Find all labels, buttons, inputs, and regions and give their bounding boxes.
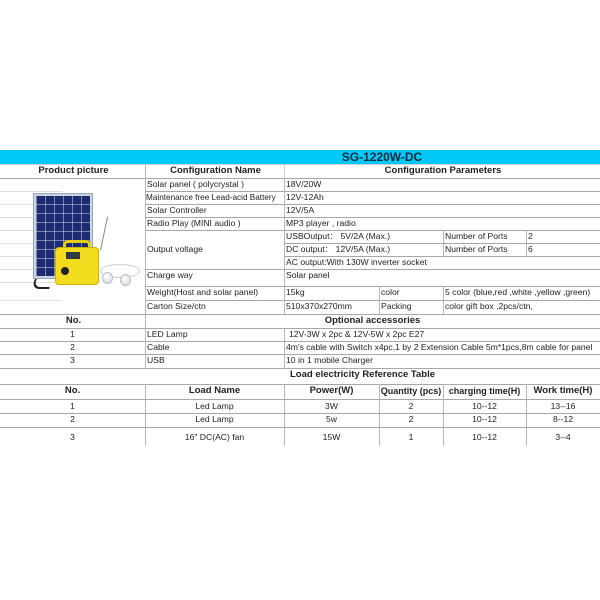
dc-ports-count: 6 [528,244,533,254]
usb-ports-label: Number of Ports [445,231,508,241]
config-name: Maintenance free Lead-acid Battery [146,193,276,202]
charging-cable-image [31,279,53,289]
config-value: 12V/5A [286,205,315,215]
load-work-time: 3--4 [555,432,571,442]
accessory-desc: 10 in 1 mobile Charger [286,355,373,365]
usb-ports-count: 2 [528,231,533,241]
config-name: Solar Controller [147,205,207,215]
load-header-name: Load Name [188,385,241,396]
dc-ports-label: Number of Ports [445,244,508,254]
header-configuration-parameters: Configuration Parameters [384,165,502,176]
antenna-image [100,217,108,250]
color-label: color [381,287,400,297]
config-name-output-voltage: Output voltage [147,244,203,254]
load-work-time: 8--12 [552,414,574,424]
divider [0,282,62,283]
config-value: Solar panel [286,270,330,280]
load-power: 3W [325,401,338,411]
header-configuration-name: Configuration Name [170,165,261,176]
accessory-desc: 12V-3W x 2pc & 12V-5W x 2pc E27 [289,329,425,339]
config-name: Carton Size/ctn [147,301,206,311]
accessories-no-header: No. [65,315,82,326]
load-quantity: 1 [408,432,414,442]
header-product-picture: Product picture [38,165,109,176]
load-charging-time: 10--12 [472,401,497,411]
config-name: Charge way [147,270,193,280]
accessory-name: USB [147,355,165,365]
load-header-quantity: Quantity (pcs) [380,386,442,396]
load-name: Led Lamp [195,414,234,424]
divider [0,300,62,301]
load-name: 16" DC(AC) fan [184,432,245,442]
accessory-no: 3 [70,355,75,365]
dc-output-value: DC output： 12V/5A (Max.) [286,244,391,254]
config-value: MP3 player , radio [286,218,356,228]
load-no: 2 [70,414,75,424]
divider [0,191,62,192]
column-divider [284,164,285,178]
bulb-icon [120,274,131,286]
accessories-title: Optional accessories [324,315,421,326]
load-charging-time: 10--12 [472,432,497,442]
load-quantity: 2 [408,414,414,424]
accessory-name: Cable [147,342,170,352]
accessory-desc: 4m's cable with Switch x4pc,1 by 2 Extension Cable 5m*1pcs,8m cable for panel [286,342,593,352]
config-name: Weight(Host and solar panel) [147,287,259,297]
config-name: Solar panel ( polycrystal ) [147,179,244,189]
display-screen [66,252,80,259]
load-table-title: Load electricity Reference Table [289,369,436,380]
bulb-icon [102,272,113,284]
accessory-no: 2 [70,342,75,352]
config-value: 12V-12Ah [286,192,324,202]
load-header-power: Power(W) [309,385,354,396]
ac-output-value: AC output:With 130W inverter socket [286,257,427,267]
load-name: Led Lamp [195,401,234,411]
config-value: 15kg [286,287,305,297]
load-quantity: 2 [408,401,414,411]
load-work-time: 13--16 [550,401,576,411]
load-power: 15W [322,432,341,442]
load-charging-time: 10--12 [472,414,497,424]
load-no: 1 [70,401,75,411]
usb-output-value: USBOutput： 5V/2A (Max.) [286,231,391,241]
model-title: SG-1220W-DC [341,150,423,164]
load-header-no: No. [64,385,81,396]
load-no: 3 [70,432,75,442]
packing-value: color gift box ,2pcs/ctn, [445,301,533,311]
divider [0,427,600,428]
load-header-charging-time: charging time(H) [448,386,521,396]
config-value: 18V/20W [286,179,322,189]
load-power: 5w [326,414,337,424]
accessory-no: 1 [70,329,75,339]
load-header-work-time: Work time(H) [533,385,593,396]
knob-icon [61,267,69,275]
accessory-name: LED Lamp [147,329,188,339]
color-options: 5 color (blue,red ,white ,yellow ,green) [445,287,591,297]
config-name: Radio Play (MINI audio ) [147,218,241,228]
config-value: 510x370x270mm [286,301,352,311]
packing-label: Packing [381,301,412,311]
